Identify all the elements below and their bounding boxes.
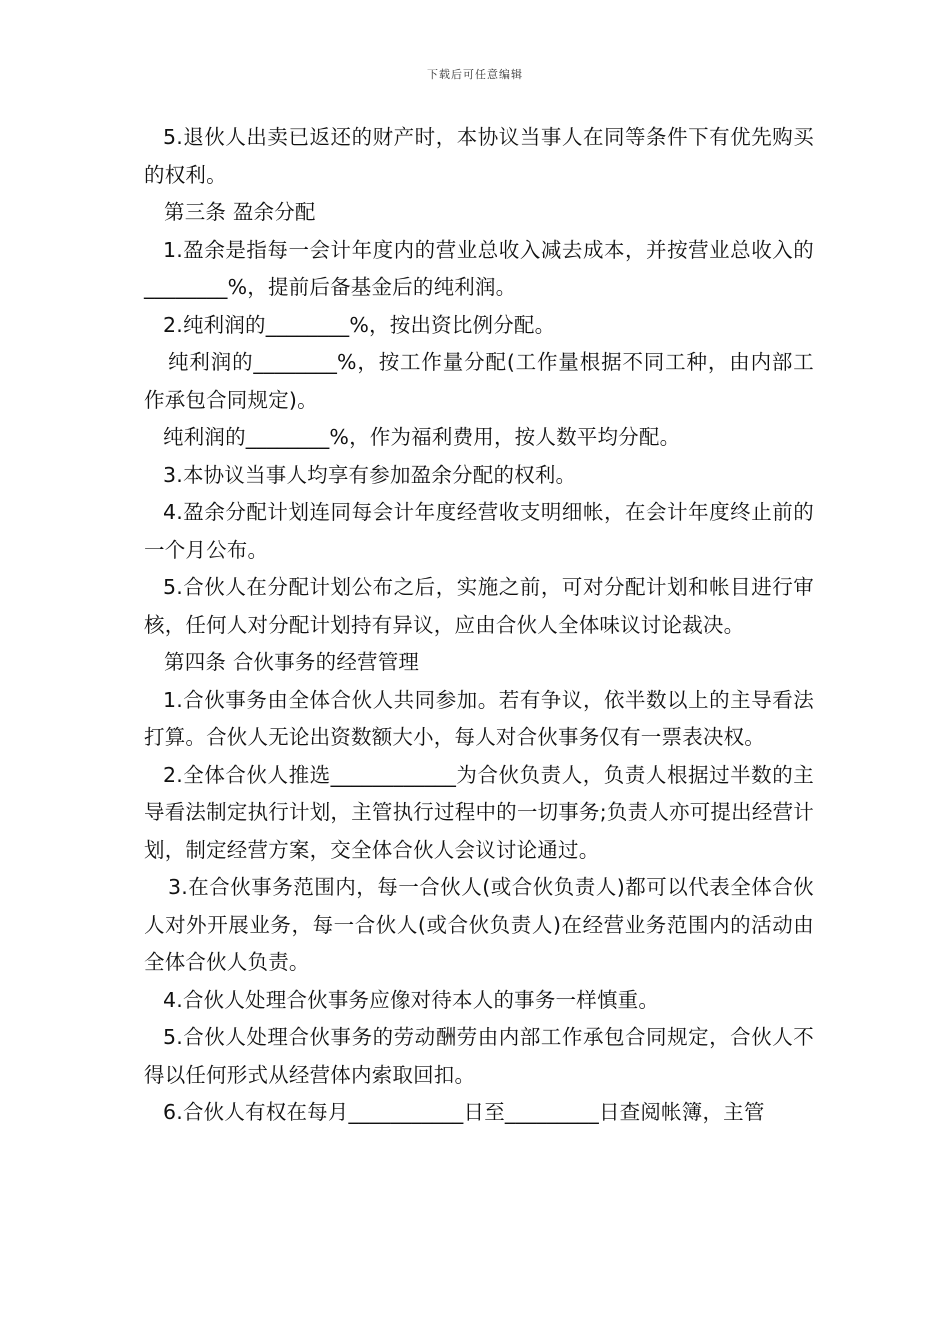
section-heading-article-4: 第四条 合伙事务的经营管理: [164, 650, 420, 674]
paragraph-prudent-handling: 4.合伙人处理合伙事务应像对待本人的事务一样慎重。: [163, 987, 660, 1012]
paragraph-plan-review: 5.合伙人在分配计划公布之后，实施之前，可对分配计划和帐目进行审核，任何人对分配计划持有异议，应由合伙人全体味议讨论裁决。: [144, 575, 814, 637]
paragraph-distribution-plan: 4.盈余分配计划连同每会计年度经营收支明细帐，在会计年度终止前的一个月公布。: [144, 500, 814, 562]
section-heading-article-3: 第三条 盈余分配: [164, 200, 316, 224]
paragraph-profit-by-workload: 纯利润的________%，按工作量分配(工作量根据不同工种，由内部工作承包合同规定)。: [144, 350, 814, 412]
paragraph-joint-participation: 1.合伙事务由全体合伙人共同参加。若有争议，依半数以上的主导看法打算。合伙人无论出资数额大小，每人对合伙事务仅有一票表决权。: [144, 687, 814, 749]
document-body: [144, 119, 814, 1132]
paragraph-profit-by-capital: 2.纯利润的________%，按出资比例分配。: [163, 312, 556, 337]
page-header-note: 下载后可任意编辑: [427, 68, 523, 81]
paragraph-withdrawal-purchase-right: 5.退伙人出卖已返还的财产时，本协议当事人在同等条件下有优先购买的权利。: [144, 125, 814, 187]
paragraph-surplus-definition: 1.盈余是指每一会计年度内的营业总收入减去成本，并按营业总收入的________%，提前后备基金后的纯利润。: [144, 237, 814, 299]
paragraph-inspect-accounts: 6.合伙人有权在每月___________日至_________日查阅帐簿，主管: [163, 1100, 765, 1124]
paragraph-elect-leader: 2.全体合伙人推选____________为合伙负责人，负责人根据过半数的主导看法制定执行计划，主管执行过程中的一切事务;负责人亦可提出经营计划，制定经营方案，交全体合伙人会议讨论通过。: [144, 762, 814, 862]
paragraph-labor-remuneration: 5.合伙人处理合伙事务的劳动酬劳由内部工作承包合同规定，合伙人不得以任何形式从经营体内索取回扣。: [144, 1025, 814, 1087]
paragraph-profit-welfare: 纯利润的________%，作为福利费用，按人数平均分配。: [163, 425, 681, 449]
paragraph-represent-partners: 3.在合伙事务范围内，每一合伙人(或合伙负责人)都可以代表全体合伙人对外开展业务，每一合伙人(或合伙负责人)在经营业务范围内的活动由全体合伙人负责。: [144, 875, 814, 974]
paragraph-surplus-right: 3.本协议当事人均享有参加盈余分配的权利。: [163, 462, 577, 487]
